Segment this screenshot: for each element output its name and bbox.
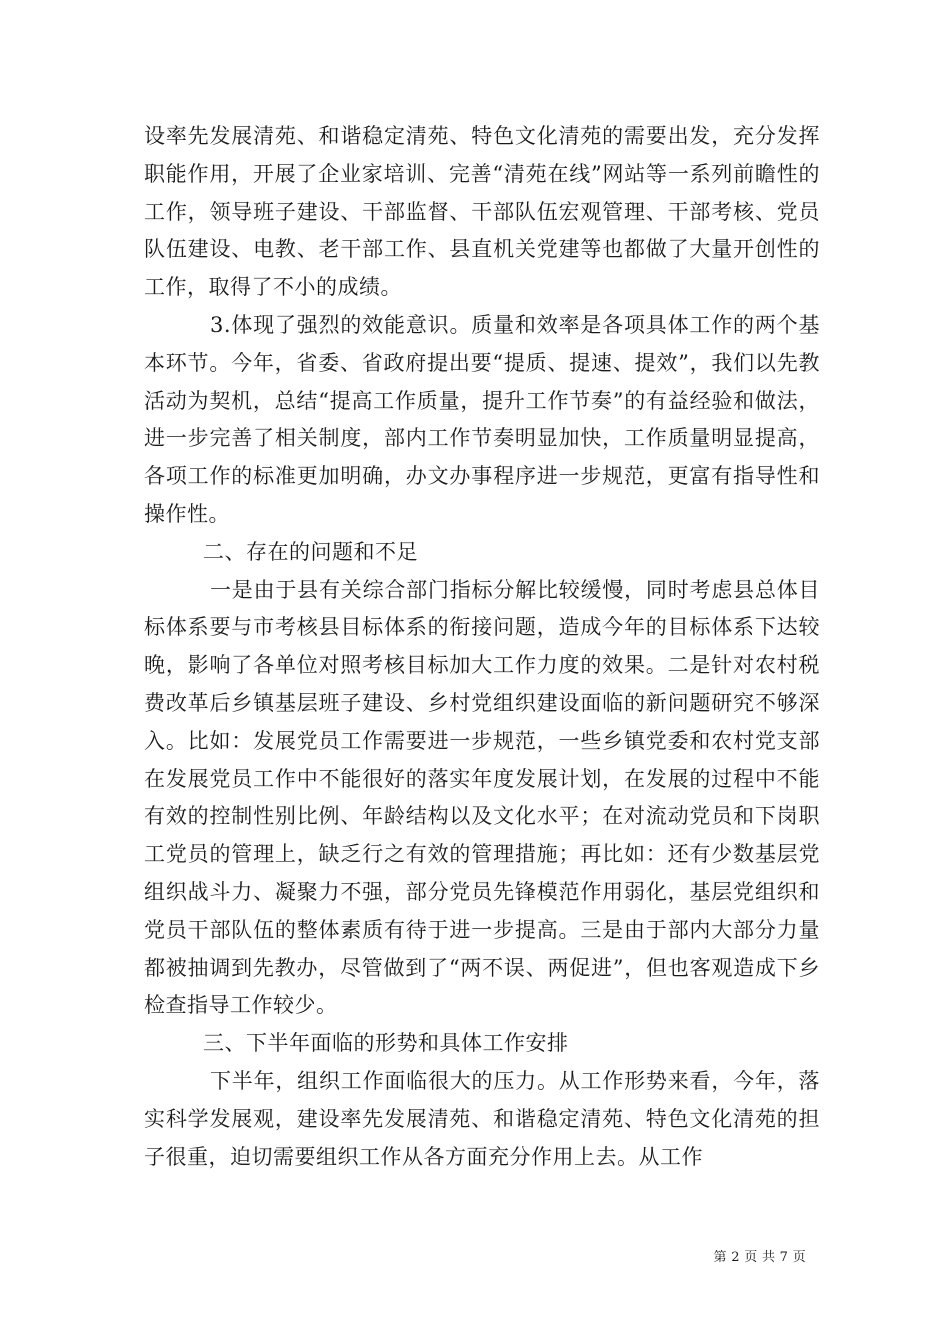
page-number: 第 2 页 共 7 页 <box>713 1250 806 1265</box>
section-heading-problems: 二、存在的问题和不足 <box>203 539 418 564</box>
document-page <box>144 118 820 1176</box>
paragraph-efficiency: 3.体现了强烈的效能意识。质量和效率是各项具体工作的两个基本环节。今年，省委、省政府提出要“提质、提速、提效”，我们以先教活动为契机，总结“提高工作质量，提升工作节奏”的有益经验和做法，进一步完善了相关制度，部内工作节奏明显加快，工作质量明显提高，各项工作的标准更加明确，办文办事程序进一步规范，更富有指导性和操作性。 <box>144 312 820 526</box>
section-heading-plans: 三、下半年面临的形势和具体工作安排 <box>203 1031 569 1056</box>
paragraph-continued: 设率先发展清苑、和谐稳定清苑、特色文化清苑的需要出发，充分发挥职能作用，开展了企业家培训、完善“清苑在线”网站等一系列前瞻性的工作，领导班子建设、干部监督、干部队伍宏观管理、干部考核、党员队伍建设、电教、老干部工作、县直机关党建等也都做了大量开创性的工作，取得了不小的成绩。 <box>144 124 820 300</box>
paragraph-problems: 一是由于县有关综合部门指标分解比较缓慢，同时考虑县总体目标体系要与市考核县目标体系的衔接问题，造成今年的目标体系下达较晚，影响了各单位对照考核目标加大工作力度的效果。二是针对农村税费改革后乡镇基层班子建设、乡村党组织建设面临的新问题研究不够深入。比如：发展党员工作需要进一步规范，一些乡镇党委和农村党支部在发展党员工作中不能很好的落实年度发展计划，在发展的过程中不能有效的控制性别比例、年龄结构以及文化水平；在对流动党员和下岗职工党员的管理上，缺乏行之有效的管理措施；再比如：还有少数基层党组织战斗力、凝聚力不强，部分党员先锋模范作用弱化，基层党组织和党员干部队伍的整体素质有待于进一步提高。三是由于部内大部分力量都被抽调到先教办，尽管做到了“两不误、两促进”，但也客观造成下乡检查指导工作较少。 <box>144 577 820 1018</box>
paragraph-plans: 下半年，组织工作面临很大的压力。从工作形势来看，今年，落实科学发展观，建设率先发展清苑、和谐稳定清苑、特色文化清苑的担子很重，迫切需要组织工作从各方面充分作用上去。从工作 <box>144 1068 820 1169</box>
